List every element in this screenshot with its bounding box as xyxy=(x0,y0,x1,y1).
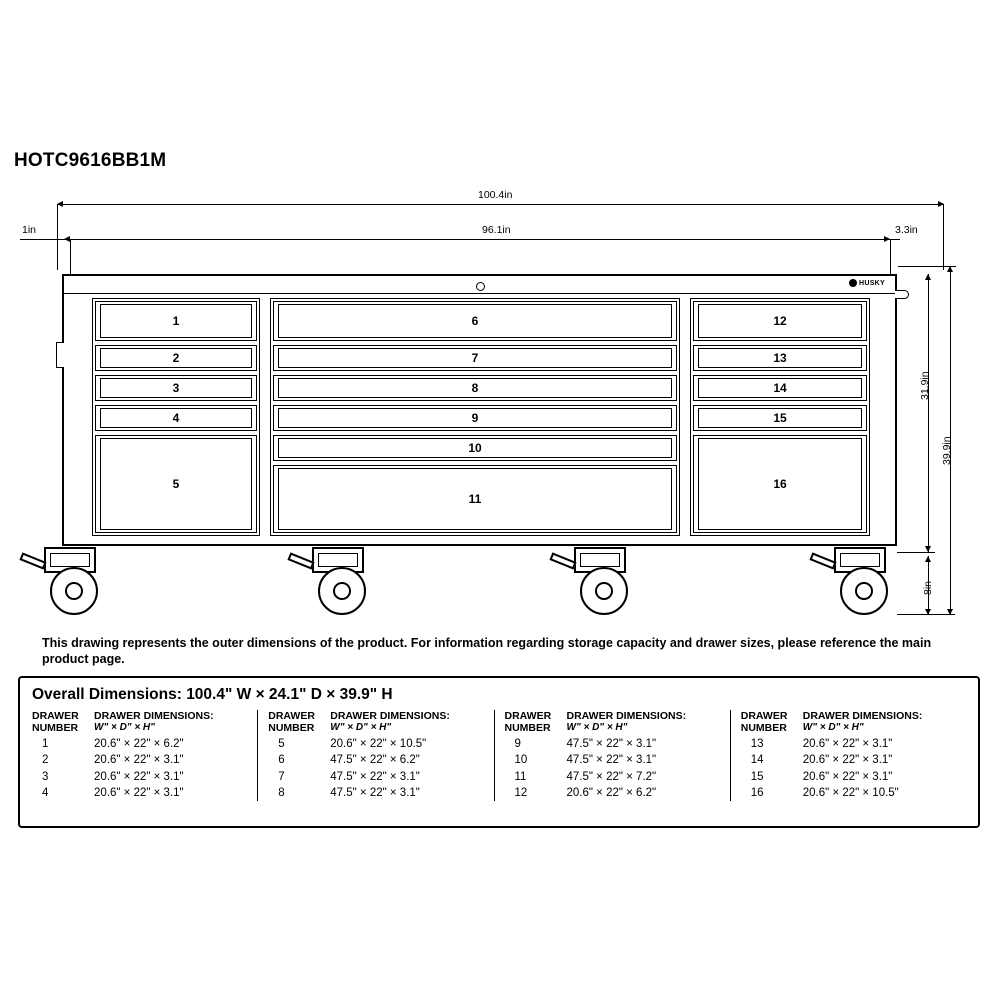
drawer-label: 1 xyxy=(172,314,180,328)
page-title: HOTC9616BB1M xyxy=(14,150,167,171)
drawer-number: 4 xyxy=(42,787,49,800)
drawer-dimension: 47.5" × 22" × 3.1" xyxy=(330,770,420,783)
brand-logo xyxy=(849,279,885,287)
drawer-3[interactable] xyxy=(95,375,257,401)
drawer-label: 13 xyxy=(773,351,787,365)
drawer-number: 10 xyxy=(514,754,528,767)
drawer-dimension: 20.6" × 22" × 10.5" xyxy=(330,738,427,751)
header-dimensions: DRAWER DIMENSIONS: xyxy=(94,710,214,722)
table-row xyxy=(505,769,724,785)
drawer-number: 1 xyxy=(42,738,49,751)
drawer-number: 8 xyxy=(278,787,285,800)
dimension-rows xyxy=(32,736,251,801)
caster-wheel-4 xyxy=(822,545,894,615)
drawer-number: 16 xyxy=(750,787,764,800)
drawer-number: 12 xyxy=(514,787,528,800)
table-row xyxy=(268,769,487,785)
drawer-label: 6 xyxy=(471,314,479,328)
drawer-6[interactable] xyxy=(273,301,677,341)
column-header xyxy=(268,710,487,734)
dimension-column-3 xyxy=(494,710,730,801)
caster-brake-lever xyxy=(287,552,314,569)
header-number-line1: DRAWER xyxy=(32,710,79,722)
dimension-rows xyxy=(505,736,724,801)
table-row xyxy=(741,769,960,785)
drawer-label: 14 xyxy=(773,381,787,395)
header-dimensions-sub: W" × D" × H" xyxy=(566,722,628,734)
drawer-number: 14 xyxy=(750,754,764,767)
push-handle xyxy=(895,290,909,299)
drawer-number: 3 xyxy=(42,770,49,783)
caster-height-arrow-top xyxy=(925,556,931,562)
caster-wheel-1 xyxy=(32,545,104,615)
overall-width-label: 100.4in xyxy=(478,189,513,201)
drawer-14[interactable] xyxy=(693,375,867,401)
header-number-line2: NUMBER xyxy=(740,722,787,735)
right-offset-label: 3.3in xyxy=(895,224,918,236)
drawer-number: 15 xyxy=(750,770,764,783)
cabinet-height-line xyxy=(928,274,929,552)
header-dimensions-sub: W" × D" × H" xyxy=(94,722,155,734)
dimension-column-2 xyxy=(257,710,493,801)
table-row xyxy=(505,736,724,752)
drawer-5[interactable] xyxy=(95,435,257,533)
ext-mid-line xyxy=(897,552,935,553)
drawer-number: 11 xyxy=(514,770,527,783)
dimension-column-1 xyxy=(32,710,257,801)
drawer-8[interactable] xyxy=(273,375,677,401)
caster-wheel-3 xyxy=(562,545,634,615)
drawer-dimension: 20.6" × 22" × 10.5" xyxy=(802,787,899,800)
drawer-label: 16 xyxy=(773,477,787,491)
drawer-dimension: 20.6" × 22" × 3.1" xyxy=(94,770,184,783)
column-header xyxy=(32,710,251,734)
drawer-4[interactable] xyxy=(95,405,257,431)
header-number-line1: DRAWER xyxy=(268,710,315,722)
drawer-label: 11 xyxy=(468,492,482,506)
brand-mark-icon xyxy=(849,279,857,287)
caster-height-label: 8in xyxy=(922,580,934,595)
table-row xyxy=(268,785,487,801)
drawer-label: 15 xyxy=(773,411,787,425)
column-header xyxy=(505,710,724,734)
dimension-column-4 xyxy=(730,710,966,801)
drawer-dimension: 20.6" × 22" × 3.1" xyxy=(802,754,893,767)
table-row xyxy=(741,752,960,768)
overall-width-line xyxy=(57,204,944,205)
inner-width-label: 96.1in xyxy=(482,224,511,236)
overall-width-ext-right xyxy=(943,204,944,270)
drawer-11[interactable] xyxy=(273,465,677,533)
cabinet-height-label: 31.9in xyxy=(919,371,931,400)
inner-left-ext xyxy=(70,239,71,277)
drawer-dimension: 47.5" × 22" × 3.1" xyxy=(566,738,657,751)
header-number-line1: DRAWER xyxy=(504,710,552,722)
table-row xyxy=(505,752,724,768)
drawer-number: 13 xyxy=(750,738,764,751)
drawer-label: 4 xyxy=(172,411,180,425)
drawer-number: 7 xyxy=(278,770,285,783)
ext-top-line xyxy=(898,266,956,267)
drawer-dimension: 20.6" × 22" × 3.1" xyxy=(802,770,893,783)
ext-bottom-line xyxy=(897,614,955,615)
header-dimensions: DRAWER DIMENSIONS: xyxy=(566,710,687,722)
lock-icon xyxy=(476,282,485,291)
drawer-label: 12 xyxy=(773,314,787,328)
drawer-label: 10 xyxy=(468,441,482,455)
overall-width-ext-left xyxy=(57,204,58,270)
drawer-dimension: 20.6" × 22" × 3.1" xyxy=(94,754,184,767)
wheel-icon xyxy=(580,567,628,615)
header-number-line2: NUMBER xyxy=(32,722,79,735)
table-row xyxy=(268,736,487,752)
tool-chest-body xyxy=(62,274,897,546)
drawer-number: 6 xyxy=(278,754,285,767)
caster-wheel-2 xyxy=(300,545,372,615)
table-row xyxy=(741,785,960,801)
caster-brake-lever xyxy=(19,552,46,569)
table-row xyxy=(741,736,960,752)
drawer-16[interactable] xyxy=(693,435,867,533)
inner-right-ext xyxy=(890,239,891,277)
cabinet-top-strip xyxy=(64,276,895,294)
wheel-icon xyxy=(318,567,366,615)
header-dimensions-sub: W" × D" × H" xyxy=(802,722,864,734)
drawer-label: 2 xyxy=(172,351,180,365)
drawer-12[interactable] xyxy=(693,301,867,341)
drawer-2[interactable] xyxy=(95,345,257,371)
drawing-note: This drawing represents the outer dimensions of the product. For information regarding storage capacity and drawer sizes, please reference the main product page. xyxy=(42,636,932,666)
drawer-number: 9 xyxy=(514,738,521,751)
drawer-label: 5 xyxy=(172,477,180,491)
drawer-dimension: 47.5" × 22" × 7.2" xyxy=(566,770,657,783)
table-row xyxy=(505,785,724,801)
drawer-label: 9 xyxy=(471,411,479,425)
drawer-dimension: 20.6" × 22" × 3.1" xyxy=(802,738,893,751)
drawer-number: 2 xyxy=(42,754,49,767)
header-number-line2: NUMBER xyxy=(504,722,551,735)
drawer-15[interactable] xyxy=(693,405,867,431)
drawer-label: 3 xyxy=(172,381,180,395)
dimension-rows xyxy=(268,736,487,801)
total-height-label: 39.9in xyxy=(941,436,953,465)
drawer-dimension: 47.5" × 22" × 3.1" xyxy=(330,787,420,800)
caster-brake-lever xyxy=(809,552,836,569)
caster-brake-lever xyxy=(549,552,576,569)
header-dimensions: DRAWER DIMENSIONS: xyxy=(330,710,450,722)
side-handle xyxy=(56,342,64,368)
table-row xyxy=(32,736,251,752)
dimension-columns xyxy=(32,710,966,801)
header-dimensions-sub: W" × D" × H" xyxy=(330,722,392,734)
drawer-13[interactable] xyxy=(693,345,867,371)
drawer-1[interactable] xyxy=(95,301,257,341)
cabinet-height-arrow-top xyxy=(925,274,931,280)
drawer-label: 7 xyxy=(471,351,479,365)
drawer-bank-left xyxy=(92,298,260,536)
drawer-dimension: 47.5" × 22" × 3.1" xyxy=(566,754,657,767)
drawer-dimension: 20.6" × 22" × 3.1" xyxy=(94,787,184,800)
dimensions-panel xyxy=(18,676,980,828)
table-row xyxy=(32,769,251,785)
header-dimensions: DRAWER DIMENSIONS: xyxy=(802,710,923,722)
table-row xyxy=(32,785,251,801)
drawer-bank-right xyxy=(690,298,870,536)
brand-label: HUSKY xyxy=(858,279,885,287)
drawer-number: 5 xyxy=(278,738,285,751)
drawer-dimension: 47.5" × 22" × 6.2" xyxy=(330,754,420,767)
table-row xyxy=(32,752,251,768)
table-row xyxy=(268,752,487,768)
drawer-10[interactable] xyxy=(273,435,677,461)
header-number-line1: DRAWER xyxy=(740,710,788,722)
drawer-9[interactable] xyxy=(273,405,677,431)
dimension-rows xyxy=(741,736,960,801)
drawer-dimension: 20.6" × 22" × 6.2" xyxy=(94,738,184,751)
column-header xyxy=(741,710,960,734)
drawer-7[interactable] xyxy=(273,345,677,371)
drawer-label: 8 xyxy=(471,381,479,395)
left-offset-label: 1in xyxy=(22,224,37,236)
drawer-dimension: 20.6" × 22" × 6.2" xyxy=(566,787,657,800)
overall-dimensions-heading: Overall Dimensions: 100.4" W × 24.1" D × 39.9" H xyxy=(32,686,393,703)
wheel-icon xyxy=(50,567,98,615)
inner-width-line xyxy=(20,239,900,240)
drawer-bank-middle xyxy=(270,298,680,536)
header-number-line2: NUMBER xyxy=(268,722,315,735)
wheel-icon xyxy=(840,567,888,615)
